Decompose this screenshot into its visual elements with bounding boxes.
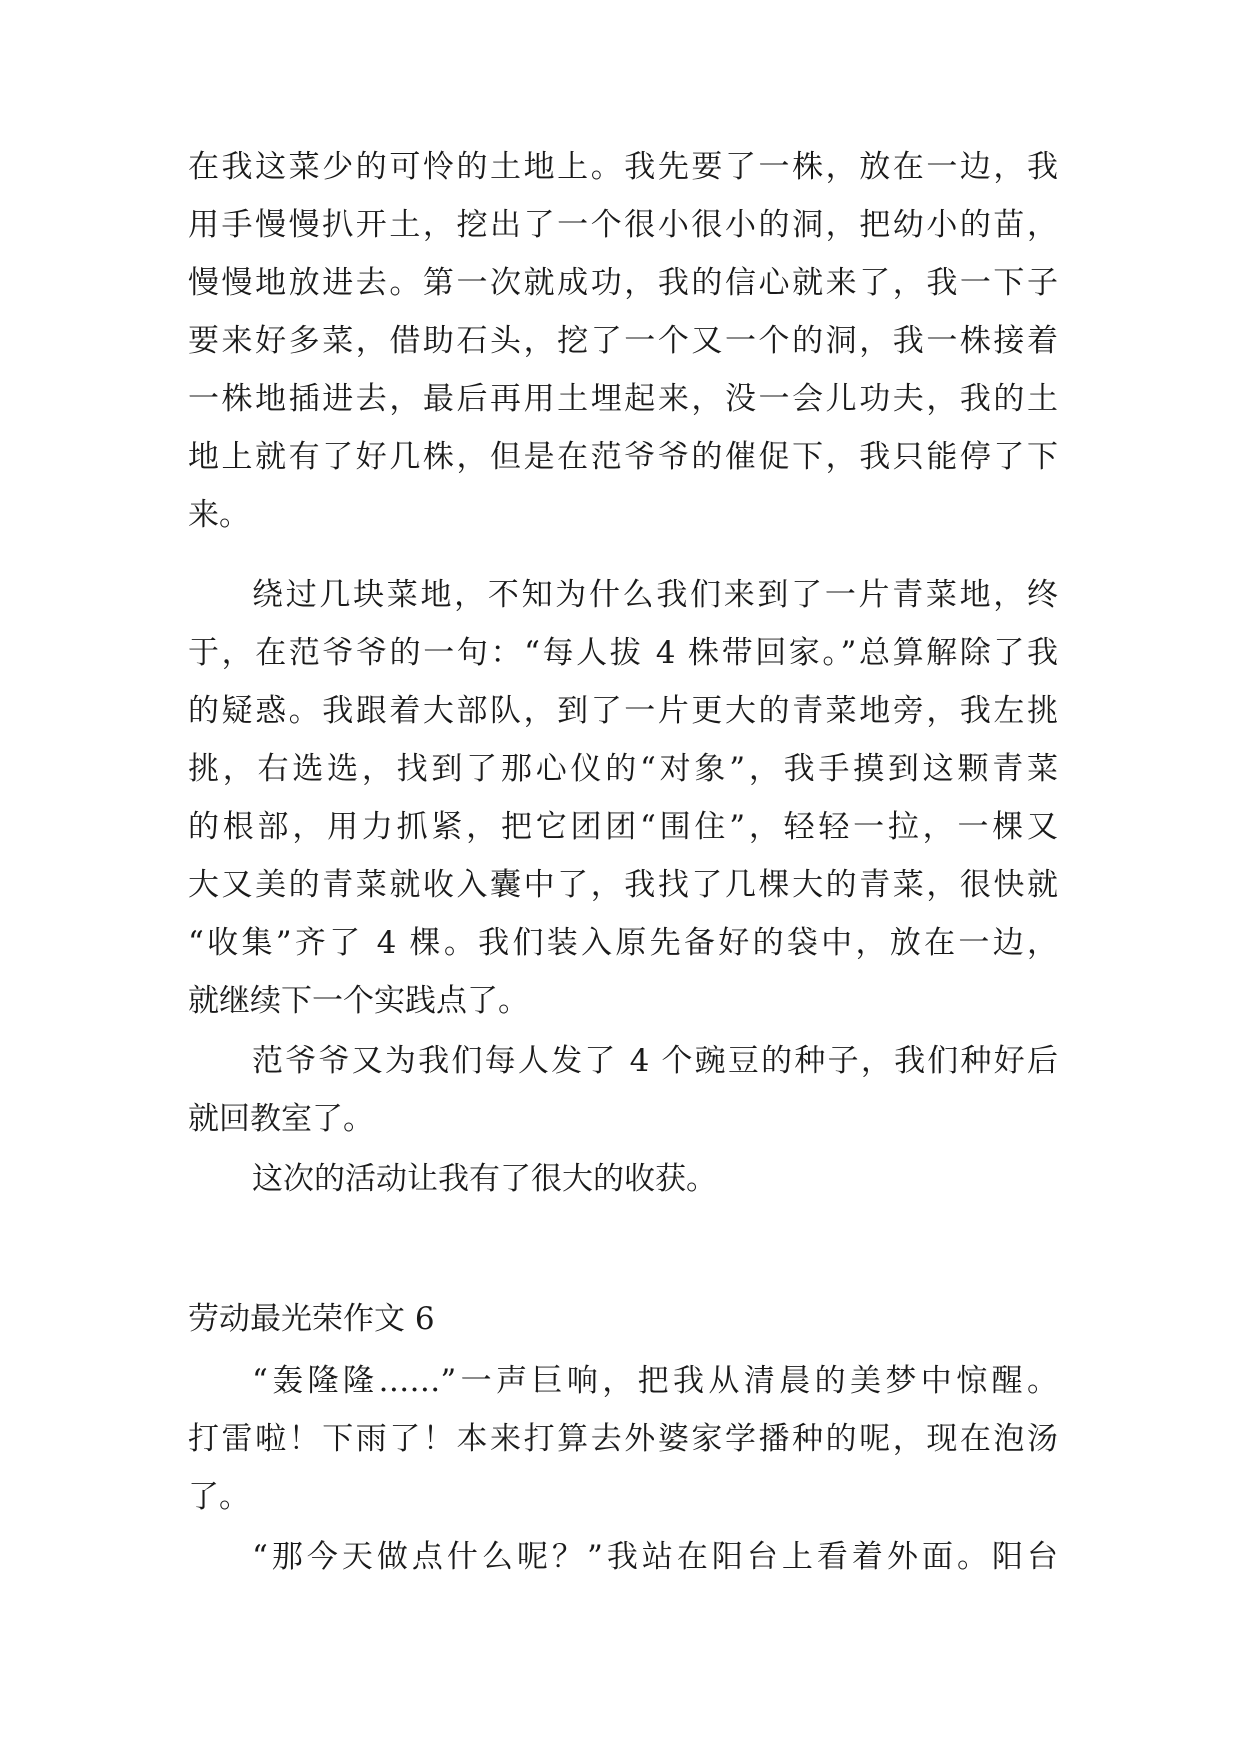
text-line: 的根部，用力抓紧，把它团团“围住”，轻轻一拉，一棵又 [188,809,1058,845]
paragraph-first-line: “轰隆隆……”一声巨响，把我从清晨的美梦中惊醒。 [252,1363,1058,1399]
text-line: 的疑惑。我跟着大部队，到了一片更大的青菜地旁，我左挑 [188,693,1058,729]
text-line: 用手慢慢扒开土，挖出了一个很小很小的洞，把幼小的苗， [188,207,1058,243]
text-line: 来。 [188,497,250,533]
text-line: 大又美的青菜就收入囊中了，我找了几棵大的青菜，很快就 [188,867,1058,903]
text-line: 慢慢地放进去。第一次就成功，我的信心就来了，我一下子 [188,265,1058,301]
text-line: 打雷啦！下雨了！本来打算去外婆家学播种的呢，现在泡汤 [188,1421,1058,1457]
text-line: 一株地插进去，最后再用土埋起来，没一会儿功夫，我的土 [188,381,1058,417]
text-line: 了。 [188,1479,250,1515]
text-line: 在我这菜少的可怜的土地上。我先要了一株，放在一边，我 [188,149,1058,185]
text-line: 要来好多菜，借助石头，挖了一个又一个的洞，我一株接着 [188,323,1058,359]
text-line: 就继续下一个实践点了。 [188,983,529,1019]
paragraph-first-line: “那今天做点什么呢？”我站在阳台上看着外面。阳台 [252,1539,1058,1575]
section-heading: 劳动最光荣作文 6 [188,1301,435,1337]
text-line: 挑，右选选，找到了那心仪的“对象”，我手摸到这颗青菜 [188,751,1058,787]
text-line: 地上就有了好几株，但是在范爷爷的催促下，我只能停了下 [188,439,1058,475]
text-line: “收集”齐了 4 棵。我们装入原先备好的袋中，放在一边， [188,925,1058,961]
text-line: 于，在范爷爷的一句：“每人拔 4 株带回家。”总算解除了我 [188,635,1058,671]
paragraph-first-line: 绕过几块菜地，不知为什么我们来到了一片青菜地，终 [252,577,1058,613]
paragraph-first-line: 这次的活动让我有了很大的收获。 [252,1161,717,1197]
paragraph-first-line: 范爷爷又为我们每人发了 4 个豌豆的种子，我们种好后 [252,1043,1058,1079]
text-line: 就回教室了。 [188,1101,374,1137]
